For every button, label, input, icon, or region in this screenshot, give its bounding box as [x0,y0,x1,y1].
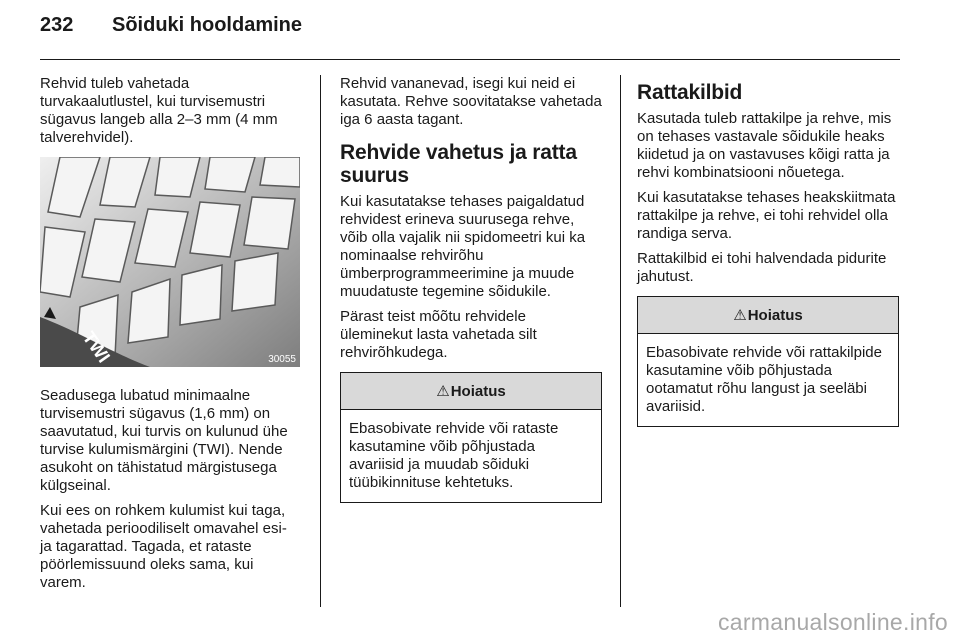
col2-paragraph-1: Rehvid vananevad, isegi kui neid ei kasutata. Rehve soovitatakse vahetada iga 6 aasta tagant. [340,75,602,128]
warning-box-tires [340,372,602,503]
tire-tread-illustration [40,157,300,367]
page-header [40,14,302,37]
col1-paragraph-3: Kui ees on rohkem kulumist kui taga, vahetada perioodiliselt omavahel esi- ja tagarattad. Tagada, et rataste pöörlemissuund oleks sama, kui varem. [40,502,287,591]
col1-paragraph-1: Rehvid tuleb vahetada turvakaalutlustel, kui turvisemustri sügavus langeb alla 2–3 mm (4 mm talverehvidel). [40,75,278,146]
warning-header [638,297,898,334]
watermark: carmanualsonline.info [717,609,948,635]
twi-label: TWI [78,327,115,367]
chapter-title: Sõiduki hooldamine [112,14,303,36]
column-divider-1 [320,75,321,607]
column-divider-2 [620,75,621,607]
col1-paragraph-2: Seadusega lubatud minimaalne turvisemustri sügavus (1,6 mm) on saavutatud, kui turvis on kulunud ühe turvise kulumismärgini (TWI). Nende asukoht on tähistatud märgistusega külgseinal. [40,387,288,494]
header-rule [40,59,900,60]
warning-text: Ebasobivate rehvide või rataste kasutamine võib põhjustada avariisid ja muudab sõiduki tüübikinnituse kehtetuks. [349,420,559,491]
warning-title: Hoiatus [450,382,506,400]
tire-tread-figure [40,157,300,367]
section-heading-wheel-covers: Rattakilbid [637,81,743,104]
page-number: 232 [40,14,74,36]
warning-triangle-icon: ⚠ [733,307,747,324]
column-3 [637,75,899,427]
warning-text: Ebasobivate rehvide või rattakilpide kasutamine võib põhjustada ootamatut rõhu langust ja seeläbi avariisid. [646,344,882,415]
warning-title: Hoiatus [747,306,803,324]
warning-header [341,373,601,410]
section-heading-tire-change: Rehvide vahetus ja ratta suurus [340,141,577,187]
col3-paragraph-2: Kui kasutatakse tehases heakskiitmata rattakilpe ja rehve, ei tohi rehvidel olla randiga serva. [637,189,896,242]
column-1 [40,75,302,599]
col3-paragraph-1: Kasutada tuleb rattakilpe ja rehve, mis on tehases vastavale sõidukile heaks kiidetud ja on vastavuses kõigi ratta ja rehvi kombinatsiooni nõuetega. [637,110,892,181]
warning-box-wheel-covers [637,296,899,427]
col3-paragraph-3: Rattakilbid ei tohi halvendada pidurite jahutust. [637,250,887,285]
warning-triangle-icon: ⚠ [436,383,450,400]
col2-paragraph-2: Kui kasutatakse tehases paigaldatud rehvidest erineva suurusega rehve, võib olla vajalik nii spidomeetri kui ka nominaalse rehvirõhu ümberprogrammeerimine ja muude muudatuste tegemine sõidukile. [340,193,586,300]
column-2 [340,75,602,503]
col2-paragraph-3: Pärast teist mõõtu rehvidele üleminekut lasta vahetada silt rehvirõhkudega. [340,308,537,361]
figure-code: 30055 [268,354,296,365]
